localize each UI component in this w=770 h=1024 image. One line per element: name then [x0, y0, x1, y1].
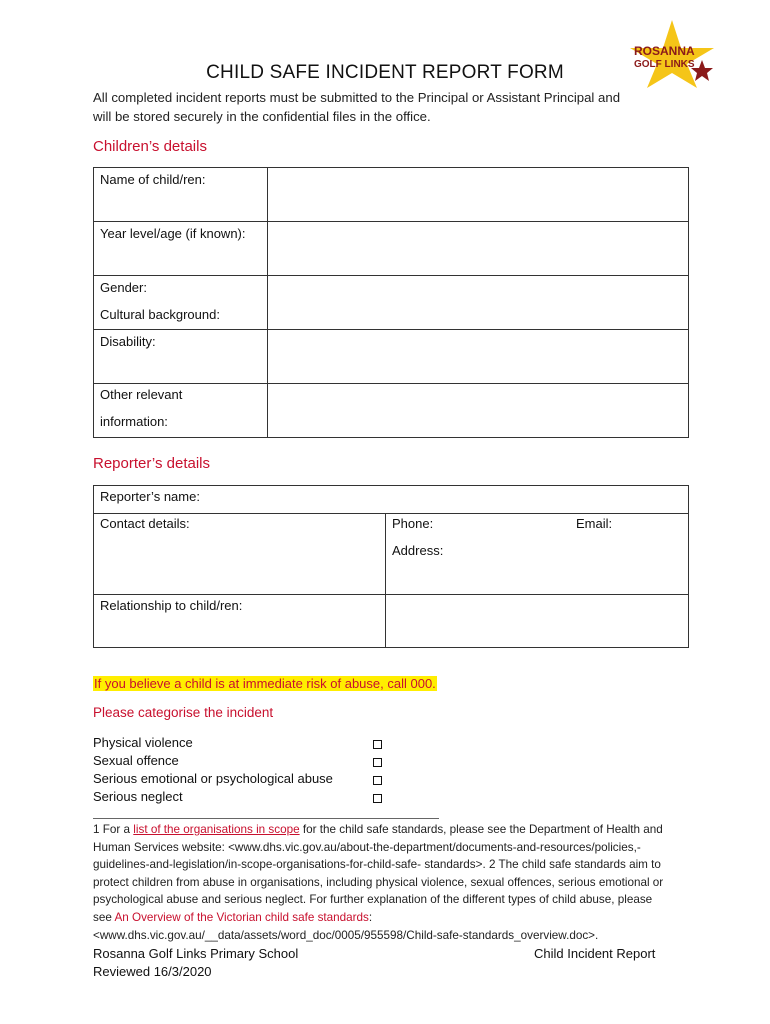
- reporter-details-heading: Reporter’s details: [93, 455, 211, 472]
- relationship-field[interactable]: [387, 596, 686, 647]
- svg-text:ROSANNA: ROSANNA: [634, 44, 695, 58]
- checkbox-serious-neglect[interactable]: [373, 794, 382, 803]
- label-phone: Phone:: [392, 516, 434, 531]
- child-name-field[interactable]: [269, 169, 687, 220]
- gender-cultural-field[interactable]: [269, 277, 687, 328]
- contact-details-field[interactable]: [387, 515, 686, 593]
- label-address: Address:: [392, 543, 444, 558]
- checkbox-sexual-offence[interactable]: [373, 758, 382, 767]
- overview-standards-link[interactable]: An Overview of the Victorian child safe standards: [114, 910, 369, 924]
- other-information-field[interactable]: [269, 385, 687, 436]
- organisations-in-scope-link[interactable]: list of the organisations in scope: [133, 823, 300, 836]
- label-relationship: Relationship to child/ren:: [100, 598, 243, 613]
- svg-text:GOLF LINKS: GOLF LINKS: [634, 59, 695, 70]
- reporter-details-table: [93, 485, 689, 648]
- label-disability: Disability:: [100, 334, 156, 349]
- children-details-heading: Children’s details: [93, 138, 207, 155]
- intro-text: All completed incident reports must be submitted to the Principal or Assistant Principal and will be stored securely in the confidential files in the office.: [93, 90, 621, 124]
- footer-school-name: Rosanna Golf Links Primary School: [93, 946, 299, 961]
- year-level-field[interactable]: [269, 223, 687, 274]
- footer-document-name: Child Incident Report: [534, 946, 656, 961]
- footnote-divider: [93, 818, 439, 819]
- immediate-risk-notice: If you believe a child is at immediate risk of abuse, call 000.: [94, 676, 436, 691]
- label-information: information:: [100, 414, 168, 429]
- children-details-table: [93, 167, 689, 438]
- label-contact-details: Contact details:: [100, 516, 190, 531]
- category-label-sexual-offence: Sexual offence: [93, 753, 179, 768]
- category-label-emotional-abuse: Serious emotional or psychological abuse: [93, 771, 333, 786]
- footer-reviewed-date: Reviewed 16/3/2020: [93, 964, 212, 979]
- checkbox-physical-violence[interactable]: [373, 740, 382, 749]
- reporter-name-field[interactable]: [234, 487, 686, 512]
- label-cultural-background: Cultural background:: [100, 307, 220, 322]
- label-other-relevant: Other relevant: [100, 387, 183, 402]
- label-child-name: Name of child/ren:: [100, 172, 206, 187]
- page-title: CHILD SAFE INCIDENT REPORT FORM: [206, 62, 564, 83]
- category-label-serious-neglect: Serious neglect: [93, 789, 183, 804]
- label-email: Email:: [576, 516, 613, 531]
- label-year-level: Year level/age (if known):: [100, 226, 246, 241]
- category-label-physical-violence: Physical violence: [93, 735, 193, 750]
- checkbox-emotional-abuse[interactable]: [373, 776, 382, 785]
- categorise-heading: Please categorise the incident: [93, 705, 274, 720]
- footnote-text: 1 For a list of the organisations in scope for the child safe standards, please see the Department of Health and Human Services website: <www.dhs.vic.gov.au/about-the-department/documents-and-resources/policies,-guidelines-and-legislation/in-scope-organisations-for-child-safe- standards>. 2 The child safe standards aim to protect children from abuse in organisations, including physical violence, sexual offences, serious emotional or psychological abuse and serious neglect. For further explanation of the different types of child abuse, please see An Overview of the Victorian child safe standards: <www.dhs.vic.gov.au/__data/assets/word_doc/0005/955598/Child-safe-standards_overview.doc>.: [93, 823, 664, 942]
- label-reporter-name: Reporter’s name:: [100, 489, 200, 504]
- label-gender: Gender:: [100, 280, 147, 295]
- disability-field[interactable]: [269, 331, 687, 382]
